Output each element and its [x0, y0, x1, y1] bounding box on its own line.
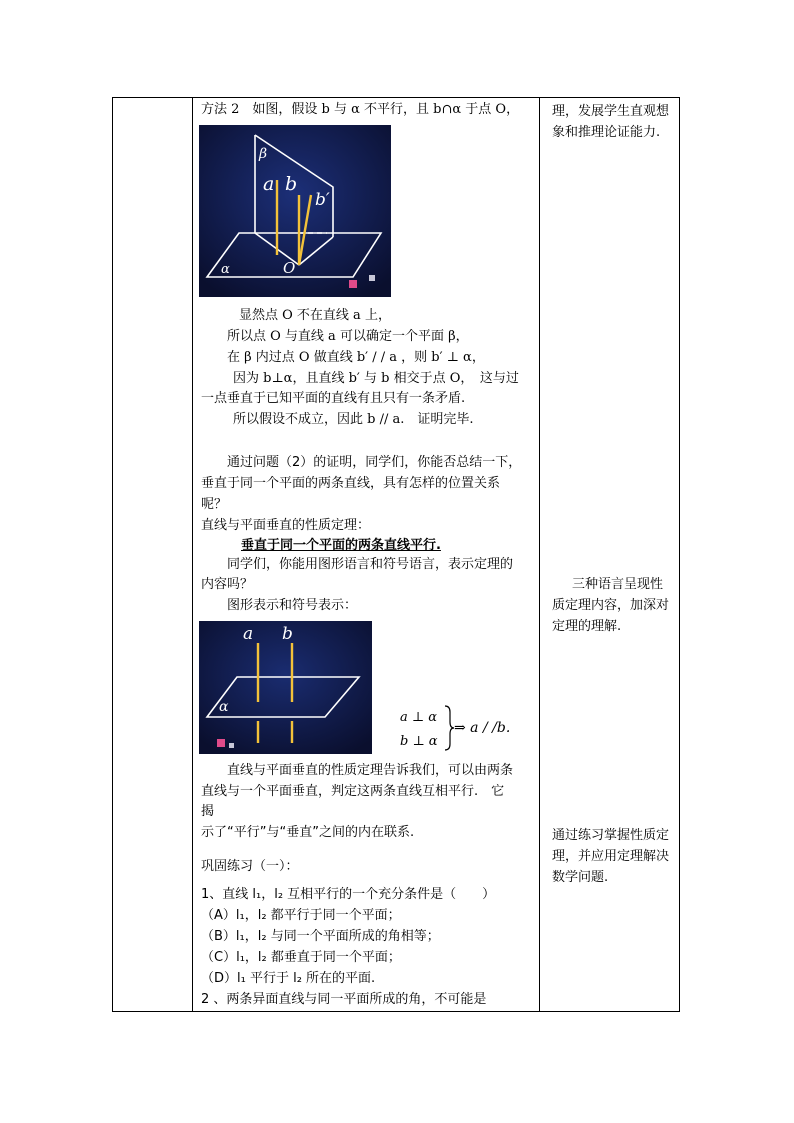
theorem-statement: 垂直于同一个平面的两条直线平行.	[241, 538, 441, 553]
column-divider	[192, 98, 193, 1011]
label-o: O	[283, 259, 296, 277]
label-a: a	[243, 624, 254, 644]
question-text: 内容吗？	[201, 577, 254, 592]
lesson-table	[112, 97, 680, 1012]
proof-line: 显然点 O 不在直线 a 上，	[239, 308, 391, 323]
note-text: 质定理内容，加深对	[552, 598, 670, 613]
question-text: 同学们，你能用图形语言和符号语言，表示定理的	[227, 557, 514, 572]
note-text: 定理的理解.	[552, 619, 622, 634]
proof-line: 在 β 内过点 O 做直线 b′ / / a ，则 b′ ⊥ α，	[227, 350, 485, 365]
proof-line: 所以假设不成立，因此 b // a. 证明完毕.	[233, 412, 474, 427]
summary-text: 垂直于同一个平面的两条直线，具有怎样的位置关系	[201, 476, 501, 491]
column-divider	[539, 98, 540, 1011]
figure-plane-proof	[199, 125, 391, 297]
summary-text: 呢？	[201, 497, 228, 512]
note-text: 三种语言呈现性	[572, 577, 664, 592]
summary-text: 通过问题（2）的证明，同学们，你能否总结一下，	[227, 455, 522, 470]
label-b: b	[285, 173, 298, 195]
symbolic-line: b ⊥ α	[400, 734, 438, 749]
practice-option: （C）l₁，l₂ 都垂直于同一个平面；	[201, 950, 401, 965]
practice-option: （A）l₁，l₂ 都平行于同一个平面；	[201, 908, 401, 923]
practice-question: 1、直线 l₁，l₂ 互相平行的一个充分条件是（ ）	[201, 887, 496, 902]
label-b-prime: b′	[315, 190, 330, 210]
practice-option: （D）l₁ 平行于 l₂ 所在的平面.	[201, 971, 376, 986]
note-text: 数学问题.	[552, 870, 609, 885]
representation-label: 图形表示和符号表示：	[227, 598, 358, 613]
label-alpha: α	[219, 699, 229, 715]
after-text: 直线与一个平面垂直，判定这两条直线互相平行. 它	[201, 784, 505, 799]
label-a: a	[263, 173, 275, 195]
after-text: 直线与平面垂直的性质定理告诉我们，可以由两条	[227, 763, 514, 778]
label-beta: β	[259, 146, 268, 162]
note-text: 通过练习掌握性质定	[552, 828, 670, 843]
method2-intro: 方法 2 如图，假设 b 与 α 不平行，且 b∩α 于点 O，	[201, 102, 520, 117]
label-b: b	[282, 624, 293, 644]
note-text: 理，并应用定理解决	[552, 849, 670, 864]
figure-parallel-lines	[199, 621, 372, 754]
note-text: 理，发展学生直观想	[552, 104, 670, 119]
practice-title: 巩固练习（一）：	[201, 859, 299, 874]
note-text: 象和推理论证能力.	[552, 125, 661, 140]
practice-option: （B）l₁，l₂ 与同一个平面所成的角相等；	[201, 929, 440, 944]
after-text: 揭	[201, 804, 215, 819]
after-text: 示了“平行”与“垂直”之间的内在联系.	[201, 825, 415, 840]
theorem-title: 直线与平面垂直的性质定理：	[201, 518, 371, 533]
practice-question: 2 、两条异面直线与同一平面所成的角，不可能是	[201, 992, 487, 1007]
proof-line: 所以点 O 与直线 a 可以确定一个平面 β，	[227, 329, 469, 344]
proof-line: 因为 b⊥α，且直线 b′ 与 b 相交于点 O， 这与过	[233, 371, 519, 386]
proof-line: 一点垂直于已知平面的直线有且只有一条矛盾.	[201, 391, 466, 406]
symbolic-conclusion: ⇒ a / /b.	[454, 720, 511, 736]
symbolic-line: a ⊥ α	[400, 710, 438, 725]
label-alpha: α	[221, 262, 230, 277]
